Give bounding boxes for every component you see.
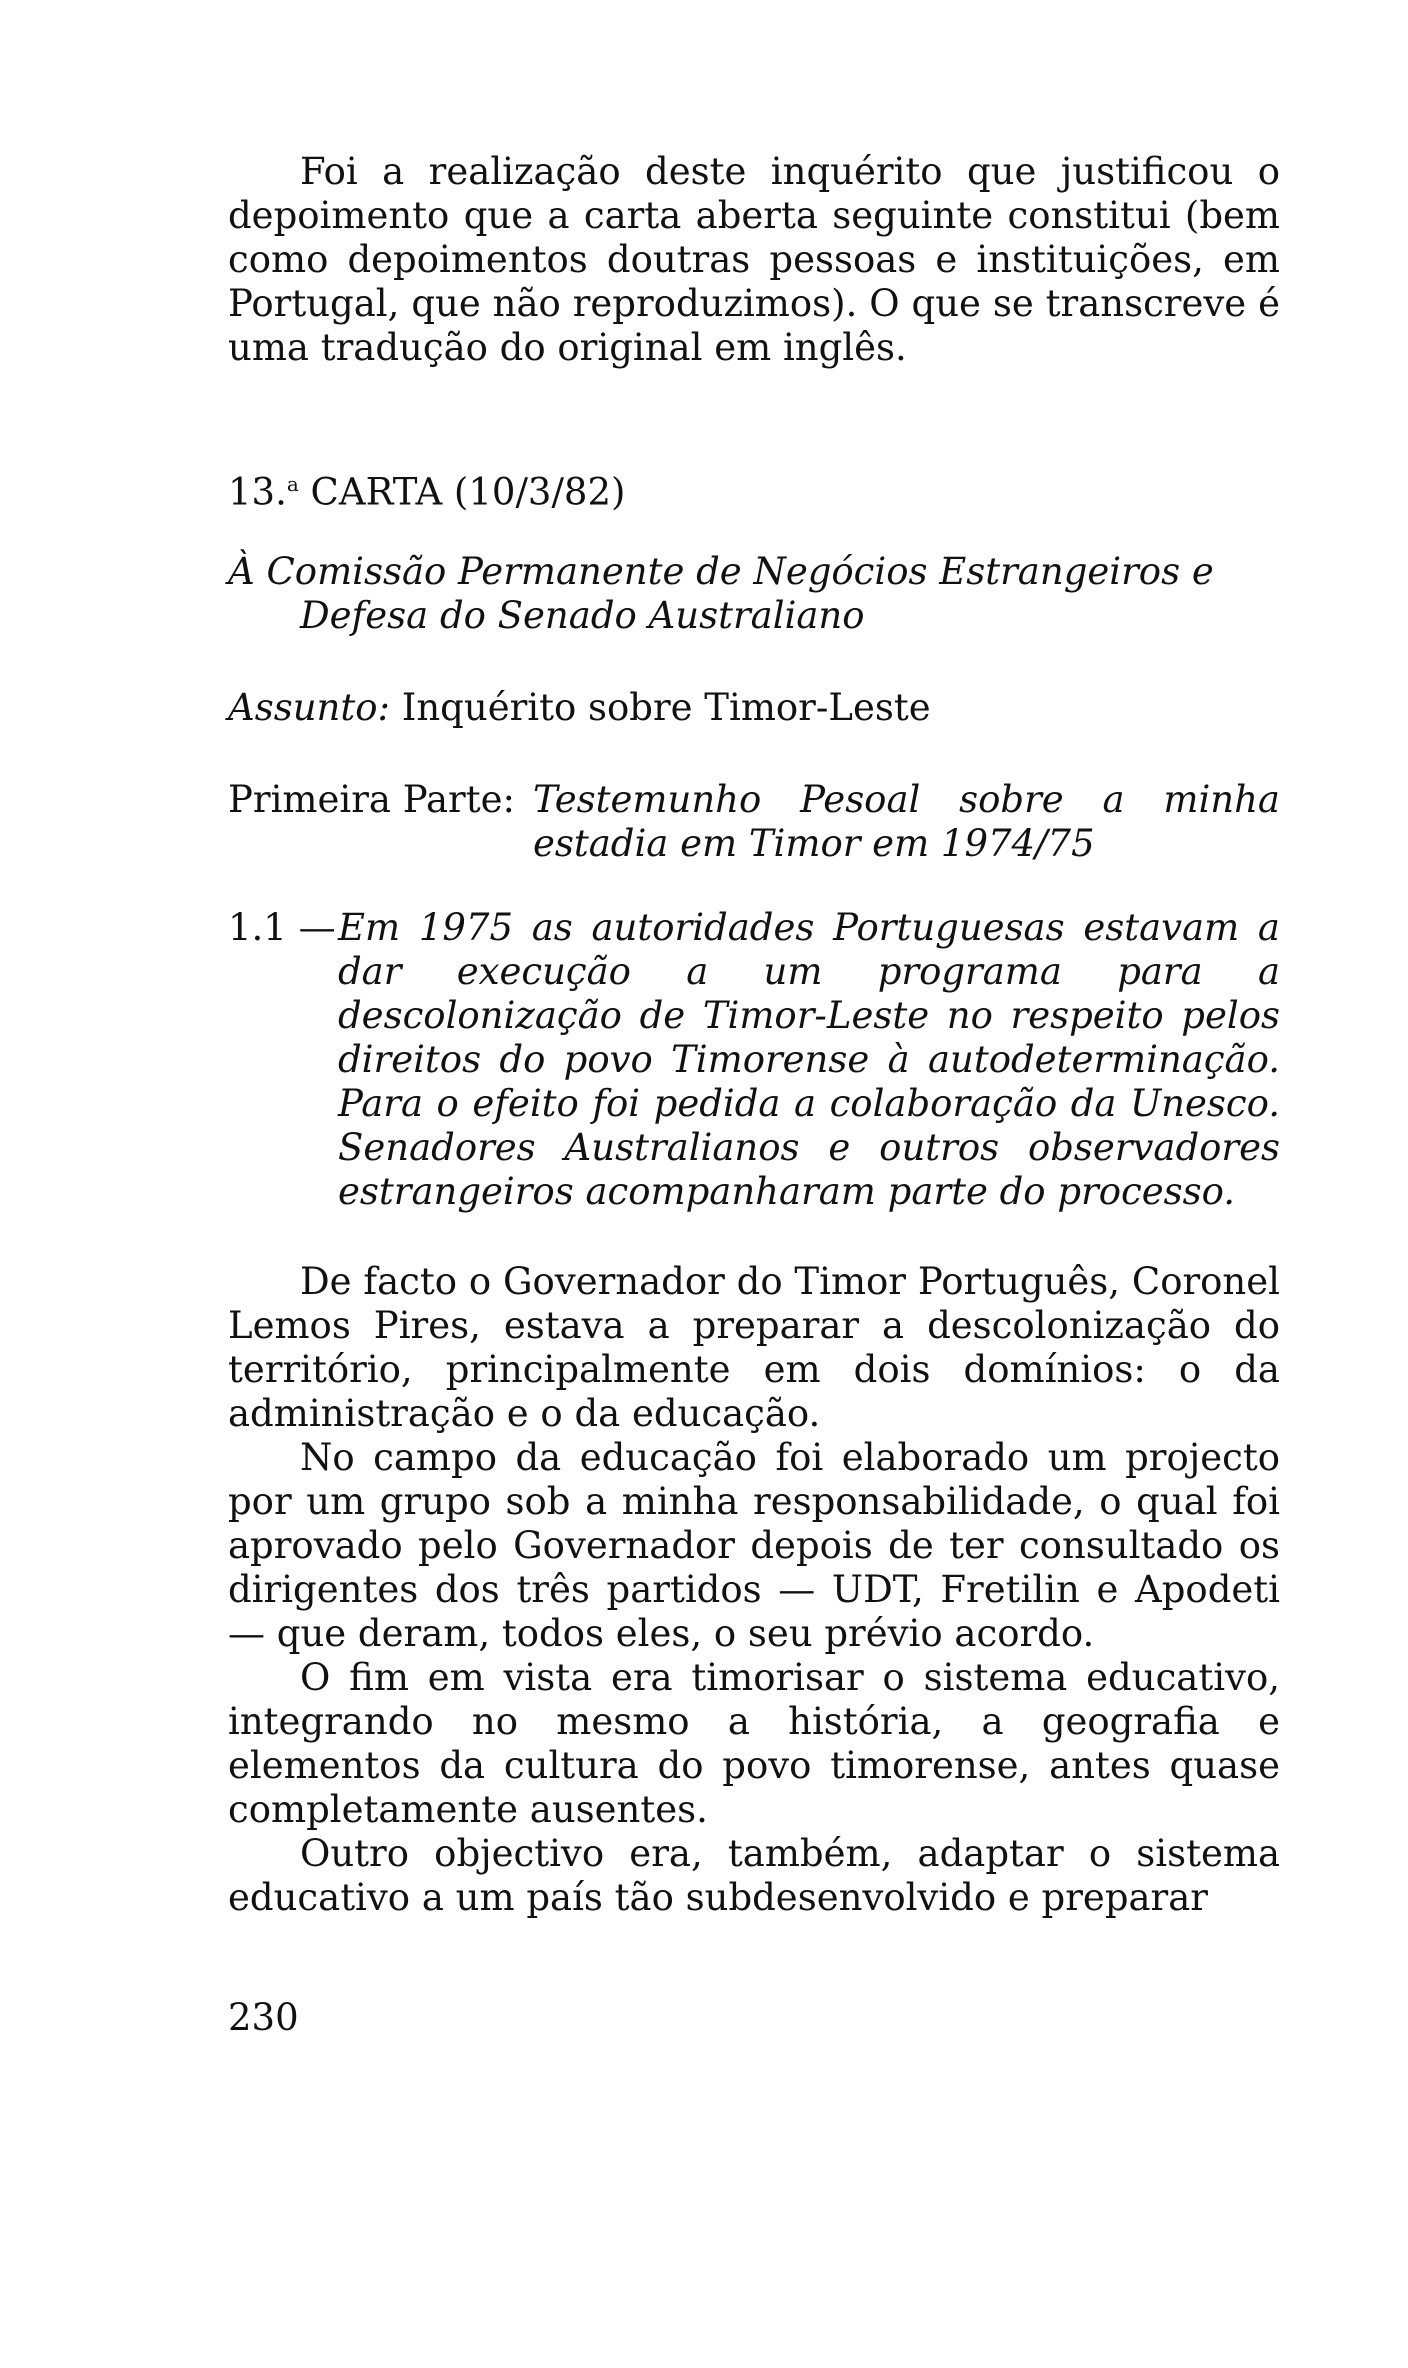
subject-value: Inquérito sobre Timor-Leste — [401, 686, 931, 729]
letter-recipient-text: À Comissão Permanente de Negócios Estrangeiros e Defesa do Senado Australiano — [228, 550, 1214, 637]
letter-subject — [228, 686, 1280, 730]
page-number: 230 — [228, 1996, 299, 2039]
letter-point — [228, 906, 1280, 1214]
body-paragraph: Outro objectivo era, também, adaptar o sistema educativo a um país tão subdesenvolvido e preparar — [228, 1832, 1280, 1919]
letter-part — [228, 778, 1280, 866]
subject-label: Assunto: — [228, 686, 390, 729]
part-value: Testemunho Pesoal sobre a minha estadia em Timor em 1974/75 — [532, 778, 1280, 865]
body-paragraph: No campo da educação foi elaborado um projecto por um grupo sob a minha responsabilidade, o qual foi aprovado pelo Governador depois de ter consultado os dirigentes dos três partidos — UDT, Fretilin e Apodeti — que deram, todos eles, o seu prévio acordo. — [228, 1436, 1280, 1655]
part-label: Primeira Parte: — [228, 778, 515, 821]
body-paragraph: O fim em vista era timorisar o sistema educativo, integrando no mesmo a história, a geografia e elementos da cultura do povo timorense, antes quase completamente ausentes. — [228, 1656, 1280, 1831]
letter-recipient — [228, 550, 1352, 638]
letter-number: 13. — [228, 470, 287, 514]
intro-paragraph: Foi a realização deste inquérito que justificou o depoimento que a carta aberta seguinte constitui (bem como depoimentos doutras pessoas e instituições, em Portugal, que não reproduzimos). O que se transcreve é uma tradução do original em inglês. — [228, 150, 1280, 369]
letter-number-superscript: a — [286, 472, 299, 496]
body-paragraph: De facto o Governador do Timor Português, Coronel Lemos Pires, estava a preparar a descolonização do território, principalmente em dois domínios: o da administração e o da educação. — [228, 1260, 1280, 1435]
point-number: 1.1 — — [228, 906, 336, 949]
letter-heading — [228, 462, 625, 514]
point-text: Em 1975 as autoridades Portuguesas estavam a dar execução a um programa para a descolonização de Timor-Leste no respeito pelos direitos do povo Timorense à autodeterminação. Para o efeito foi pedida a colaboração da Unesco. Senadores Australianos e outros observadores estrangeiros acompanharam parte do processo. — [338, 906, 1280, 1213]
intro-paragraph-block — [228, 150, 1280, 370]
letter-title: CARTA (10/3/82) — [310, 470, 626, 514]
body-paragraphs — [228, 1260, 1280, 1920]
